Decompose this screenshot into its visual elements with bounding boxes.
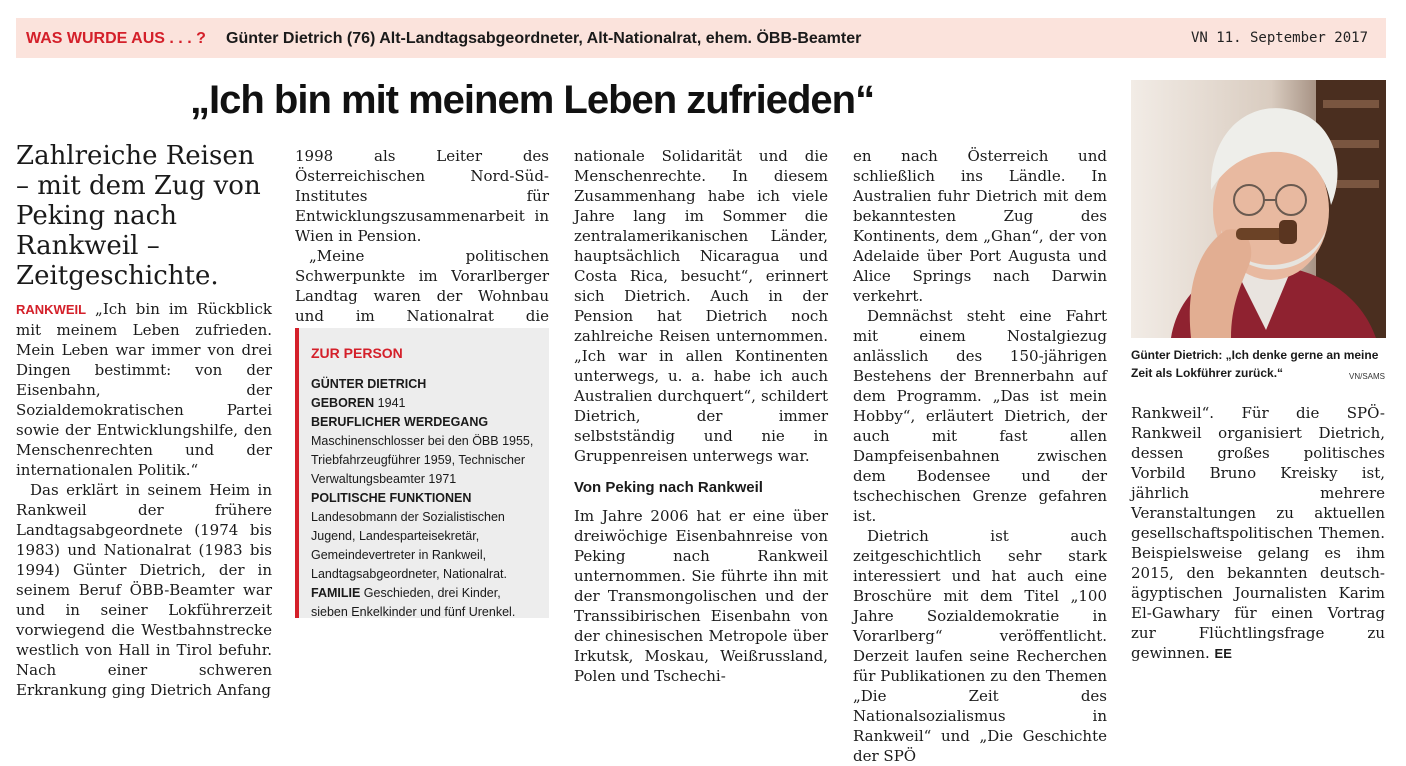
rubric-label: WAS WURDE AUS . . . ? <box>26 30 206 47</box>
article-paragraph: Rankweil“. Für die SPÖ-Rankweil organisiert Dietrich, dessen großes politisches Vorbild Bruno Kreisky ist, jährlich mehrere Veranstaltungen zu aktuellen gesellschaftspolitischen Themen. Beispielsweise gelang es ihm 2015, den bekannten deutsch-ägyptischen Journalisten Karim El-Gawhary für einen Vortrag zur Flüchtlingsfrage zu gewinnen. EE <box>1131 404 1385 662</box>
rubric-bar <box>16 18 1386 58</box>
author-signature: EE <box>1214 646 1232 661</box>
publication-stamp: VN 11. September 2017 <box>1191 30 1369 46</box>
article-column-5 <box>1131 403 1385 664</box>
person-box-heading: ZUR PERSON <box>311 345 403 361</box>
article-column-3 <box>574 146 828 686</box>
article-column-1 <box>16 141 272 700</box>
subhead: Von Peking nach Rankweil <box>574 479 763 496</box>
person-career: BERUFLICHER WERDEGANG Maschinenschlosser bei den ÖBB 1955, Triebfahrzeugführer 1959, Technischer Verwaltungsbeamter 1971 <box>311 415 534 486</box>
person-born: GEBOREN 1941 <box>311 396 406 410</box>
person-name: GÜNTER DIETRICH <box>311 377 427 391</box>
headline: „Ich bin mit meinem Leben zufrieden“ <box>190 78 875 122</box>
article-paragraph: Im Jahre 2006 hat er eine über dreiwöchige Eisenbahnreise von Peking nach Rankweil unternommen. Sie führte ihn mit der Transmongolischen und der Transsibirischen Eisenbahn von der chinesischen Metropole über Irkutsk, Moskau, Weißrussland, Polen und Tschechi- <box>574 507 828 685</box>
article-paragraph: Demnächst steht eine Fahrt mit einem Nostalgiezug anlässlich des 150-jährigen Bestehens der Brennerbahn auf dem Programm. „Das ist mein Hobby“, erläutert Dietrich, der auch mit fast allen Dampfeisenbahnen zwischen dem Bodensee und der tschechischen Grenze gefahren ist. <box>853 307 1107 525</box>
deck: Zahlreiche Reisen – mit dem Zug von Peking nach Rankweil – Zeitgeschichte. <box>16 141 261 291</box>
person-politics: POLITISCHE FUNKTIONEN Landesobmann der Sozialistischen Jugend, Landesparteisekretär, Gemeindevertreter in Rankweil, Landtagsabgeordneter, Nationalrat. <box>311 491 507 581</box>
article-paragraph: RANKWEIL „Ich bin im Rückblick mit meinem Leben zufrieden. Mein Leben war immer von drei Dingen bestimmt: von der Eisenbahn, der Sozialdemokratischen Partei sowie der Entwicklungshilfe, den Menschenrechten und der internationalen Politik.“ <box>16 300 272 479</box>
article-paragraph: „Meine politischen Schwerpunkte im Vorarlberger Landtag waren der Wohnbau und im Nationalrat die <box>295 247 549 325</box>
article-column-4 <box>853 146 1107 766</box>
dateline: RANKWEIL <box>16 302 87 317</box>
person-family: FAMILIE Geschieden, drei Kinder, sieben Enkelkinder und fünf Urenkel. <box>311 586 516 619</box>
person-info-box <box>295 328 549 618</box>
article-paragraph: Dietrich ist auch zeitgeschichtlich sehr stark interessiert und hat auch eine Broschüre mit dem Titel „100 Jahre Sozialdemokratie in Vorarlberg“ veröffentlicht. Derzeit laufen seine Recherchen für Publikationen zu den Themen „Die Zeit des Nationalsozialismus in Rankweil“ und „Die Geschichte der SPÖ <box>853 527 1107 765</box>
article-column-2 <box>295 146 549 346</box>
article-paragraph: nationale Solidarität und die Menschenrechte. In diesem Zusammenhang habe ich viele Jahre lang im Sommer die zentralamerikanischen Länder, hauptsächlich Nicaragua und Costa Rica, besucht“, erinnert sich Dietrich. Auch in der Pension hat Dietrich noch zahlreiche Reisen unternommen. „Ich war in allen Kontinenten unterwegs, u. a. habe ich auch Australien durchquert“, schildert Dietrich, der immer selbstständig und nie in Gruppenreisen unterwegs war. <box>574 147 828 465</box>
photo-credit: VN/SAMS <box>1349 372 1386 381</box>
article-paragraph: 1998 als Leiter des Österreichischen Nord-Süd-Institutes für Entwicklungszusammenarbeit in Wien in Pension. <box>295 147 549 245</box>
article-paragraph: en nach Österreich und schließlich ins Ländle. In Australien fuhr Dietrich mit dem bekanntesten Zug des Kontinents, dem „Ghan“, der von Adelaide über Port Augusta und Alice Springs nach Darwin verkehrt. <box>853 147 1107 305</box>
article-paragraph: Das erklärt in seinem Heim in Rankweil der frühere Landtagsabgeordnete (1974 bis 1983) und Nationalrat (1983 bis 1994) Günter Dietrich, der in seinem Beruf ÖBB-Beamter war und in seiner Lokführerzeit vorwiegend die Westbahnstrecke westlich von Hall in Tirol befuhr. Nach einer schweren Erkrankung ging Dietrich Anfang <box>16 481 272 699</box>
rubric-subject: Günter Dietrich (76) Alt-Landtagsabgeordneter, Alt-Nationalrat, ehem. ÖBB-Beamter <box>226 30 862 47</box>
portrait-image <box>1131 80 1386 338</box>
portrait-photo <box>1131 80 1386 338</box>
photo-caption: Günter Dietrich: „Ich denke gerne an meine Zeit als Lokführer zurück.“ <box>1131 348 1379 380</box>
